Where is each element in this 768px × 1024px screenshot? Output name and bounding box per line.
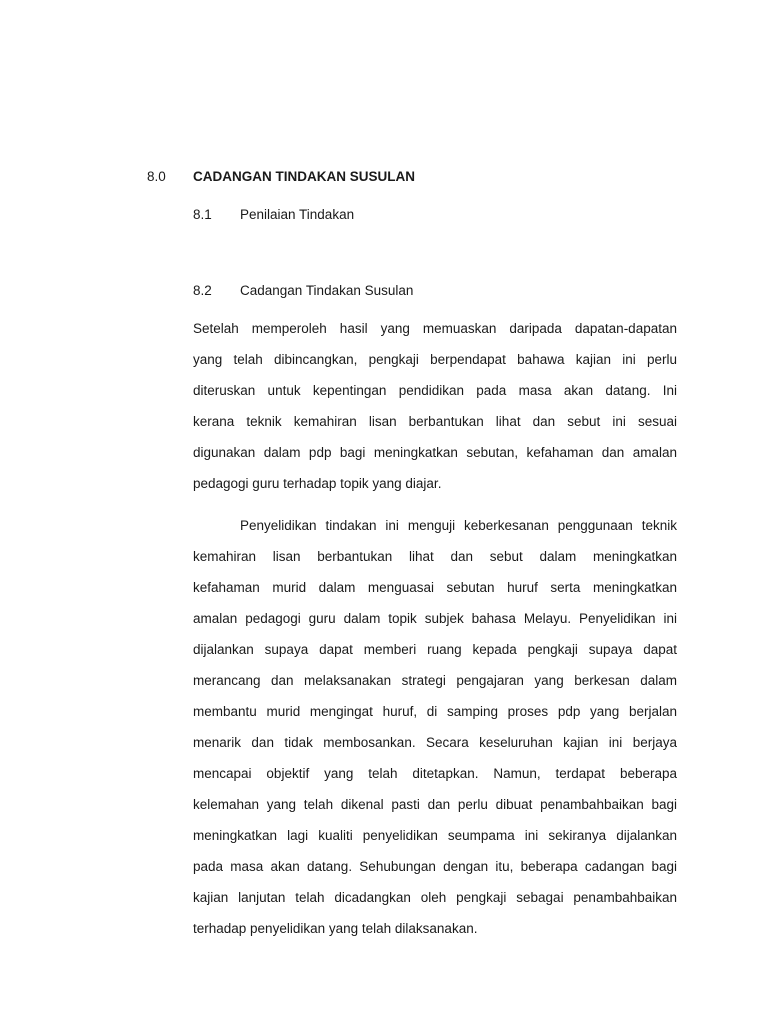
paragraph-line: yang telah dibincangkan, pengkaji berpendapat bahawa kajian ini perlu (193, 352, 677, 367)
paragraph-line: kefahaman murid dalam menguasai sebutan huruf serta meningkatkan (193, 580, 677, 595)
paragraph-line: mencapai objektif yang telah ditetapkan. Namun, terdapat beberapa (193, 766, 677, 781)
section-number: 8.0 (147, 169, 166, 184)
paragraph-line: dijalankan supaya dapat memberi ruang kepada pengkaji supaya dapat (193, 642, 677, 657)
subsection-8-2 (193, 283, 413, 298)
paragraph-line: Setelah memperoleh hasil yang memuaskan daripada dapatan-dapatan (193, 321, 677, 336)
section-title: CADANGAN TINDAKAN SUSULAN (193, 169, 415, 184)
paragraph-line: Penyelidikan tindakan ini menguji keberkesanan penggunaan teknik (240, 518, 677, 533)
paragraph-line: terhadap penyelidikan yang telah dilaksanakan. (193, 921, 478, 936)
subsection-title: Penilaian Tindakan (240, 207, 355, 222)
subsection-number: 8.2 (193, 283, 212, 298)
paragraph-line: pada masa akan datang. Sehubungan dengan itu, beberapa cadangan bagi (193, 859, 677, 874)
paragraph-line: pedagogi guru terhadap topik yang diajar. (193, 476, 442, 491)
paragraph-line: kemahiran lisan berbantukan lihat dan sebut dalam meningkatkan (193, 549, 677, 564)
paragraph-line: kelemahan yang telah dikenal pasti dan perlu dibuat penambahbaikan bagi (193, 797, 677, 812)
paragraph-line: diteruskan untuk kepentingan pendidikan pada masa akan datang. Ini (193, 383, 677, 398)
paragraph-2 (193, 510, 677, 944)
subsection-title: Cadangan Tindakan Susulan (240, 283, 414, 298)
paragraph-line: membantu murid mengingat huruf, di samping proses pdp yang berjalan (193, 704, 677, 719)
paragraph-line: meningkatkan lagi kualiti penyelidikan seumpama ini sekiranya dijalankan (193, 828, 677, 843)
paragraph-line: digunakan dalam pdp bagi meningkatkan sebutan, kefahaman dan amalan (193, 445, 677, 460)
paragraph-line: menarik dan tidak membosankan. Secara keseluruhan kajian ini berjaya (193, 735, 677, 750)
paragraph-line: amalan pedagogi guru dalam topik subjek bahasa Melayu. Penyelidikan ini (193, 611, 677, 626)
paragraph-1 (193, 313, 677, 499)
paragraph-line: kajian lanjutan telah dicadangkan oleh pengkaji sebagai penambahbaikan (193, 890, 677, 905)
paragraph-line: merancang dan melaksanakan strategi pengajaran yang berkesan dalam (193, 673, 677, 688)
subsection-8-1 (193, 207, 354, 222)
subsection-number: 8.1 (193, 207, 212, 222)
paragraph-line: kerana teknik kemahiran lisan berbantukan lihat dan sebut ini sesuai (193, 414, 677, 429)
